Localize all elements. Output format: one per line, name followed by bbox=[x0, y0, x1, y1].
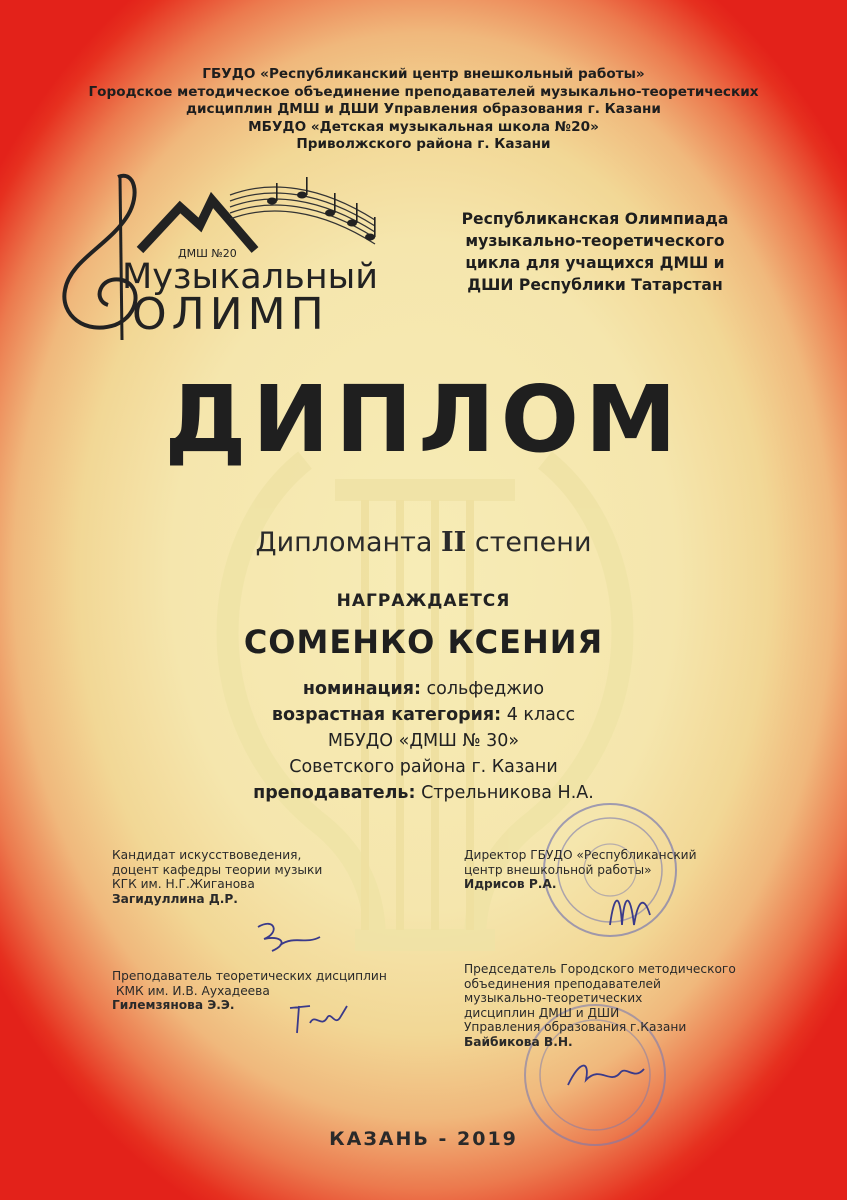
logo-school: ДМШ №20 bbox=[178, 247, 237, 260]
sig-1-line-2: доцент кафедры теории музыки bbox=[112, 862, 323, 877]
sig-4-name: Байбикова В.Н. bbox=[464, 1034, 573, 1049]
footer-city-year: КАЗАНЬ - 2019 bbox=[329, 1128, 518, 1150]
signature-block-1 bbox=[112, 848, 322, 906]
sig-3-name: Гилемзянова Э.Э. bbox=[112, 998, 235, 1013]
sig-3-line-1: Преподаватель теоретических дисциплин bbox=[112, 969, 387, 983]
sig-2-name: Идрисов Р.А. bbox=[464, 877, 557, 892]
age-label: возрастная категория: bbox=[271, 705, 502, 725]
sig-4-line-4: дисциплин ДМШ и ДШИ bbox=[464, 1005, 620, 1020]
logo-line2: ОЛИМП bbox=[132, 289, 329, 340]
sig-2-line-2: центр внешкольной работы» bbox=[464, 862, 652, 877]
music-notes-icon bbox=[267, 177, 376, 241]
school-line1: МБУДО «ДМШ № 30» bbox=[327, 731, 520, 751]
signature-zagidullina-icon bbox=[250, 915, 330, 960]
recipient-name: СОМЕНКО КСЕНИЯ bbox=[243, 623, 604, 661]
teacher-row bbox=[0, 780, 847, 806]
sig-1-line-1: Кандидат искусствоведения, bbox=[112, 848, 302, 862]
teacher-value: Стрельникова Н.А. bbox=[415, 783, 594, 803]
signature-block-3 bbox=[112, 969, 387, 1013]
signature-idrisov-icon bbox=[600, 885, 660, 935]
olympiad-line: ДШИ Республики Татарстан bbox=[467, 276, 723, 294]
sig-4-line-1: Председатель Городского методического bbox=[464, 962, 736, 976]
age-value: 4 класс bbox=[501, 705, 576, 725]
nomination-value: сольфеджио bbox=[420, 679, 545, 699]
age-row bbox=[0, 702, 847, 728]
logo-line1: Музыкальный bbox=[122, 257, 379, 297]
header-line: дисциплин ДМШ и ДШИ Управления образования г. Казани bbox=[186, 101, 661, 117]
award-details bbox=[0, 676, 847, 806]
nomination-row bbox=[0, 676, 847, 702]
sig-4-line-3: музыкально-теоретических bbox=[464, 991, 643, 1006]
sig-2-line-1: Директор ГБУДО «Республиканский bbox=[464, 848, 697, 862]
organizer-header bbox=[0, 66, 847, 154]
sig-1-line-3: КГК им. Н.Г.Жиганова bbox=[112, 877, 255, 892]
degree-before: Дипломанта bbox=[255, 527, 441, 558]
olympiad-line: музыкально-теоретического bbox=[465, 232, 725, 250]
header-line: Городское методическое объединение преподавателей музыкально-теоретических bbox=[88, 83, 759, 100]
sig-1-name: Загидуллина Д.Р. bbox=[112, 891, 238, 906]
school-line2: Советского района г. Казани bbox=[289, 757, 558, 777]
signature-baibikova-icon bbox=[560, 1055, 650, 1095]
awarded-label: НАГРАЖДАЕТСЯ bbox=[336, 591, 511, 611]
olympiad-title bbox=[425, 208, 765, 296]
nomination-label: номинация: bbox=[302, 679, 421, 699]
teacher-label: преподаватель: bbox=[253, 783, 416, 803]
olympiad-line: цикла для учащихся ДМШ и bbox=[465, 254, 725, 272]
degree-after: степени bbox=[466, 527, 592, 558]
signature-block-4 bbox=[464, 962, 736, 1050]
diploma-title: ДИПЛОМ bbox=[164, 366, 683, 473]
degree-roman: II bbox=[441, 527, 467, 558]
sig-3-line-2: КМК им. И.В. Аухадеева bbox=[112, 983, 270, 998]
sig-4-line-2: объединения преподавателей bbox=[464, 976, 661, 991]
degree-line bbox=[0, 525, 847, 561]
header-line: ГБУДО «Республиканский центр внешкольный работы» bbox=[202, 66, 645, 82]
sig-4-line-5: Управления образования г.Казани bbox=[464, 1020, 687, 1035]
header-line: Приволжского района г. Казани bbox=[296, 136, 551, 152]
logo bbox=[40, 165, 400, 345]
header-line: МБУДО «Детская музыкальная школа №20» bbox=[248, 118, 599, 135]
olympiad-line: Республиканская Олимпиада bbox=[461, 210, 729, 228]
signature-block-2 bbox=[464, 848, 697, 892]
